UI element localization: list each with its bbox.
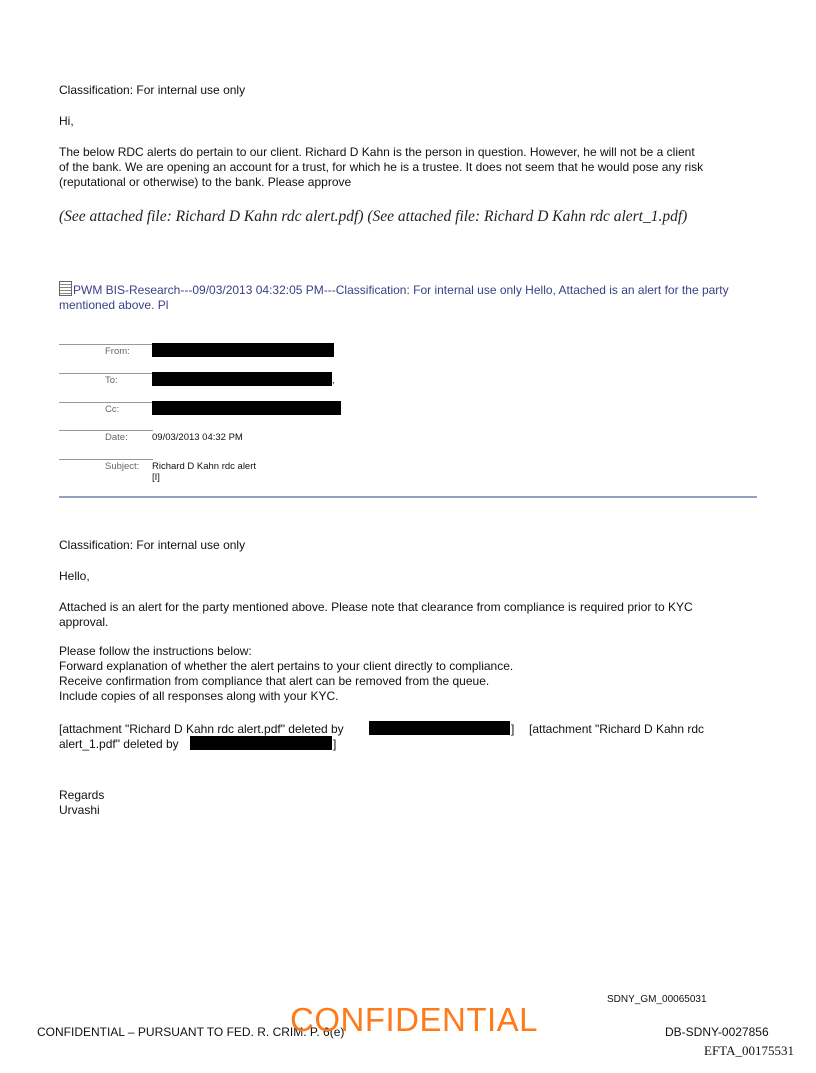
attachment2-close: ]: [333, 737, 337, 751]
date-value: 09/03/2013 04:32 PM: [152, 432, 243, 443]
bates-number: SDNY_GM_00065031: [607, 994, 707, 1005]
previous-message-link[interactable]: [59, 281, 759, 313]
header-rule-from: [59, 344, 153, 345]
redaction-attachment2: [190, 736, 332, 750]
date-label: Date:: [105, 432, 128, 443]
redaction-cc: [152, 401, 341, 415]
confidential-stamp: CONFIDENTIAL: [290, 1001, 539, 1038]
document-icon: [59, 281, 72, 296]
header-rule-to: [59, 373, 153, 374]
attachment1-text: [attachment "Richard D Kahn rdc alert.pdf" deleted by: [59, 722, 344, 736]
signoff: Regards Urvashi: [59, 788, 105, 817]
bottom-greeting: Hello,: [59, 569, 90, 583]
top-classification: Classification: For internal use only: [59, 83, 246, 97]
attachment1-close: ]: [511, 722, 515, 736]
header-divider: [59, 496, 757, 498]
bottom-body: Attached is an alert for the party mentioned above. Please note that clearance from compliance is required prior to KYC approval.: [59, 600, 693, 629]
from-label: From:: [105, 346, 130, 357]
redaction-attachment1: [369, 721, 510, 735]
bottom-classification: Classification: For internal use only: [59, 538, 246, 552]
cc-label: Cc:: [105, 404, 120, 415]
header-rule-subject: [59, 459, 153, 460]
top-body: The below RDC alerts do pertain to our client. Richard D Kahn is the person in question. However, he will not be a client of the bank. We are opening an account for a trust, for which he is a trustee. It does not seem that he would pose any risk (reputational or otherwise) to the bank. Please approve: [59, 145, 704, 189]
to-suffix: ,: [332, 375, 335, 386]
subject-label: Subject:: [105, 461, 140, 472]
header-rule-cc: [59, 402, 153, 403]
attachment2-text-cont: alert_1.pdf" deleted by: [59, 737, 179, 751]
attachment2-text: [attachment "Richard D Kahn rdc: [529, 722, 705, 736]
doc-id: DB-SDNY-0027856: [665, 1025, 769, 1039]
efta-id: EFTA_00175531: [704, 1043, 794, 1058]
attachments-line: (See attached file: Richard D Kahn rdc alert.pdf) (See attached file: Richard D Kahn rdc alert_1.pdf): [59, 208, 688, 225]
confidential-notice: CONFIDENTIAL – PURSUANT TO FED. R. CRIM. P. 6(e): [37, 1025, 345, 1039]
top-greeting: Hi,: [59, 114, 74, 128]
to-label: To:: [105, 375, 118, 386]
redaction-to: [152, 372, 332, 386]
subject-value: Richard D Kahn rdc alert [I]: [152, 461, 257, 483]
previous-message-summary: PWM BIS-Research---09/03/2013 04:32:05 PM---Classification: For internal use only Hello, Attached is an alert for the party mentioned above. Pl: [59, 283, 729, 312]
redaction-from: [152, 343, 334, 357]
header-rule-date: [59, 430, 153, 431]
instructions: Please follow the instructions below: Forward explanation of whether the alert pertains to your client directly to compliance. Receive confirmation from compliance that alert can be removed from the queue. Include copies of all responses along with your KYC.: [59, 644, 514, 703]
